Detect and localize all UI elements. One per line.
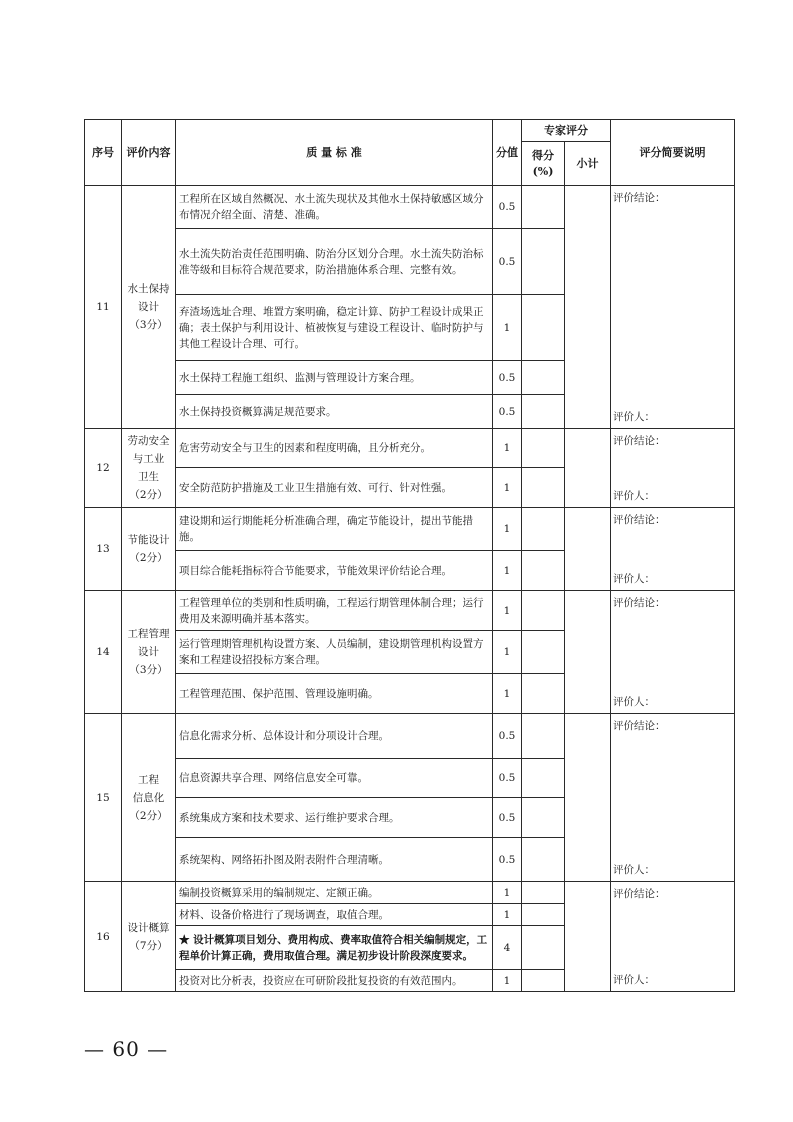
page-number: — 60 — [84, 1037, 169, 1061]
quality-standard: 信息化需求分析、总体设计和分项设计合理。 [176, 714, 493, 759]
reviewer-label: 评价人： [613, 411, 655, 423]
reviewer-label: 评价人： [613, 864, 655, 876]
table-row [85, 882, 735, 904]
quality-standard: 运行管理期管理机构设置方案、人员编制，建设期管理机构设置方案和工程建设招投标方案合理。 [176, 631, 493, 674]
header-standard: 质 量 标 准 [176, 120, 493, 186]
row-number: 12 [85, 429, 122, 508]
notes-cell[interactable] [611, 714, 735, 882]
score-cell[interactable] [522, 551, 565, 591]
row-number: 15 [85, 714, 122, 882]
evaluation-item [122, 714, 176, 882]
subtotal-cell[interactable] [565, 591, 611, 714]
table-row [85, 508, 735, 551]
conclusion-label: 评价结论： [613, 192, 666, 204]
score-cell[interactable] [522, 838, 565, 882]
points-value: 0.5 [493, 759, 522, 798]
evaluation-item-line: 与工业 [132, 453, 165, 465]
evaluation-item [122, 429, 176, 508]
table-row [85, 714, 735, 759]
quality-standard: 系统集成方案和技术要求、运行维护要求合理。 [176, 798, 493, 838]
evaluation-item-line: （2分） [129, 489, 168, 501]
score-cell[interactable] [522, 361, 565, 395]
table-row [85, 591, 735, 631]
quality-standard: 水土保持工程施工组织、监测与管理设计方案合理。 [176, 361, 493, 395]
quality-standard: 建设期和运行期能耗分析准确合理，确定节能设计，提出节能措施。 [176, 508, 493, 551]
evaluation-item-line: 劳动安全 [127, 435, 170, 447]
points-value: 1 [493, 295, 522, 361]
evaluation-item-line: 卫生 [138, 471, 159, 483]
header-score: 得分(%) [522, 142, 565, 186]
header-points: 分值 [493, 120, 522, 186]
row-number: 13 [85, 508, 122, 591]
score-cell[interactable] [522, 882, 565, 904]
points-value: 1 [493, 970, 522, 992]
evaluation-item-line: （3分） [129, 319, 168, 331]
quality-standard: 弃渣场选址合理、堆置方案明确，稳定计算、防护工程设计成果正确；表土保护与利用设计、植被恢复与建设工程设计、临时防护与其他工程设计合理、可行。 [176, 295, 493, 361]
score-cell[interactable] [522, 295, 565, 361]
subtotal-cell[interactable] [565, 714, 611, 882]
notes-cell[interactable] [611, 508, 735, 591]
points-value: 0.5 [493, 395, 522, 429]
subtotal-cell[interactable] [565, 186, 611, 429]
quality-standard: 水土流失防治责任范围明确、防治分区划分合理。水土流失防治标准等级和目标符合规范要求，防治措施体系合理、完整有效。 [176, 229, 493, 295]
points-value: 0.5 [493, 838, 522, 882]
conclusion-label: 评价结论： [613, 514, 666, 526]
quality-standard: 系统架构、网络拓扑图及附表附件合理清晰。 [176, 838, 493, 882]
points-value: 1 [493, 591, 522, 631]
evaluation-table-container [84, 119, 734, 992]
notes-cell[interactable] [611, 429, 735, 508]
evaluation-item-line: 工程管理 [127, 628, 170, 640]
score-cell[interactable] [522, 591, 565, 631]
evaluation-item-line: （2分） [129, 809, 168, 822]
score-cell[interactable] [522, 759, 565, 798]
row-number: 16 [85, 882, 122, 992]
score-cell[interactable] [522, 186, 565, 229]
score-cell[interactable] [522, 631, 565, 674]
points-value: 0.5 [493, 229, 522, 295]
quality-standard: ★ 设计概算项目划分、费用构成、费率取值符合相关编制规定，工程单价计算正确，费用取值合理。满足初步设计阶段深度要求。 [176, 926, 493, 970]
subtotal-cell[interactable] [565, 882, 611, 992]
quality-standard: 材料、设备价格进行了现场调查，取值合理。 [176, 904, 493, 926]
score-cell[interactable] [522, 926, 565, 970]
evaluation-item [122, 186, 176, 429]
conclusion-label: 评价结论： [613, 888, 666, 900]
quality-standard: 投资对比分析表，投资应在可研阶段批复投资的有效范围内。 [176, 970, 493, 992]
score-cell[interactable] [522, 508, 565, 551]
reviewer-label: 评价人： [613, 490, 655, 502]
evaluation-item-line: 设计 [138, 646, 159, 658]
points-value: 0.5 [493, 186, 522, 229]
header-subtotal: 小计 [565, 142, 611, 186]
points-value: 1 [493, 882, 522, 904]
evaluation-item-line: 设计 [138, 301, 159, 313]
quality-standard: 安全防范防护措施及工业卫生措施有效、可行、针对性强。 [176, 468, 493, 508]
points-value: 4 [493, 926, 522, 970]
quality-standard: 危害劳动安全与卫生的因素和程度明确，且分析充分。 [176, 429, 493, 468]
evaluation-item-line: （3分） [129, 664, 168, 676]
evaluation-item-line: （2分） [129, 552, 168, 564]
evaluation-item [122, 882, 176, 992]
notes-cell[interactable] [611, 882, 735, 992]
quality-standard: 项目综合能耗指标符合节能要求，节能效果评价结论合理。 [176, 551, 493, 591]
conclusion-label: 评价结论： [613, 597, 666, 609]
points-value: 1 [493, 429, 522, 468]
header-expert: 专家评分 [522, 120, 611, 142]
evaluation-item [122, 508, 176, 591]
points-value: 1 [493, 468, 522, 508]
points-value: 0.5 [493, 714, 522, 759]
points-value: 0.5 [493, 798, 522, 838]
reviewer-label: 评价人： [613, 974, 655, 986]
subtotal-cell[interactable] [565, 508, 611, 591]
conclusion-label: 评价结论： [613, 720, 666, 732]
notes-cell[interactable] [611, 591, 735, 714]
quality-standard: 水土保持投资概算满足规范要求。 [176, 395, 493, 429]
score-cell[interactable] [522, 798, 565, 838]
evaluation-item-line: 水土保持 [127, 283, 170, 295]
evaluation-item-line: （7分） [129, 939, 168, 952]
table-body [85, 186, 735, 992]
row-number: 14 [85, 591, 122, 714]
evaluation-item-line: 信息化 [132, 791, 165, 804]
header-no: 序号 [85, 120, 122, 186]
quality-standard: 工程所在区域自然概况、水土流失现状及其他水土保持敏感区域分布情况介绍全面、清楚、准确。 [176, 186, 493, 229]
points-value: 1 [493, 674, 522, 714]
header-notes: 评分简要说明 [611, 120, 735, 186]
points-value: 1 [493, 904, 522, 926]
score-cell[interactable] [522, 429, 565, 468]
score-cell[interactable] [522, 970, 565, 992]
score-cell[interactable] [522, 468, 565, 508]
points-value: 1 [493, 551, 522, 591]
notes-cell[interactable] [611, 186, 735, 429]
score-cell[interactable] [522, 229, 565, 295]
score-cell[interactable] [522, 904, 565, 926]
points-value: 1 [493, 631, 522, 674]
evaluation-item [122, 591, 176, 714]
subtotal-cell[interactable] [565, 429, 611, 508]
points-value: 1 [493, 508, 522, 551]
evaluation-item-line: 设计概算 [127, 921, 170, 934]
quality-standard: 工程管理单位的类别和性质明确，工程运行期管理体制合理；运行费用及来源明确并基本落实。 [176, 591, 493, 631]
reviewer-label: 评价人： [613, 573, 655, 585]
header-item: 评价内容 [122, 120, 176, 186]
row-number: 11 [85, 186, 122, 429]
quality-standard: 编制投资概算采用的编制规定、定额正确。 [176, 882, 493, 904]
quality-standard: 工程管理范围、保护范围、管理设施明确。 [176, 674, 493, 714]
score-cell[interactable] [522, 395, 565, 429]
points-value: 0.5 [493, 361, 522, 395]
conclusion-label: 评价结论： [613, 435, 666, 447]
evaluation-item-line: 节能设计 [127, 534, 170, 546]
score-cell[interactable] [522, 714, 565, 759]
quality-standard: 信息资源共享合理、网络信息安全可靠。 [176, 759, 493, 798]
evaluation-table [84, 119, 735, 992]
reviewer-label: 评价人： [613, 696, 655, 708]
evaluation-item-line: 工程 [138, 773, 159, 786]
table-row [85, 429, 735, 468]
score-cell[interactable] [522, 674, 565, 714]
table-row [85, 186, 735, 229]
